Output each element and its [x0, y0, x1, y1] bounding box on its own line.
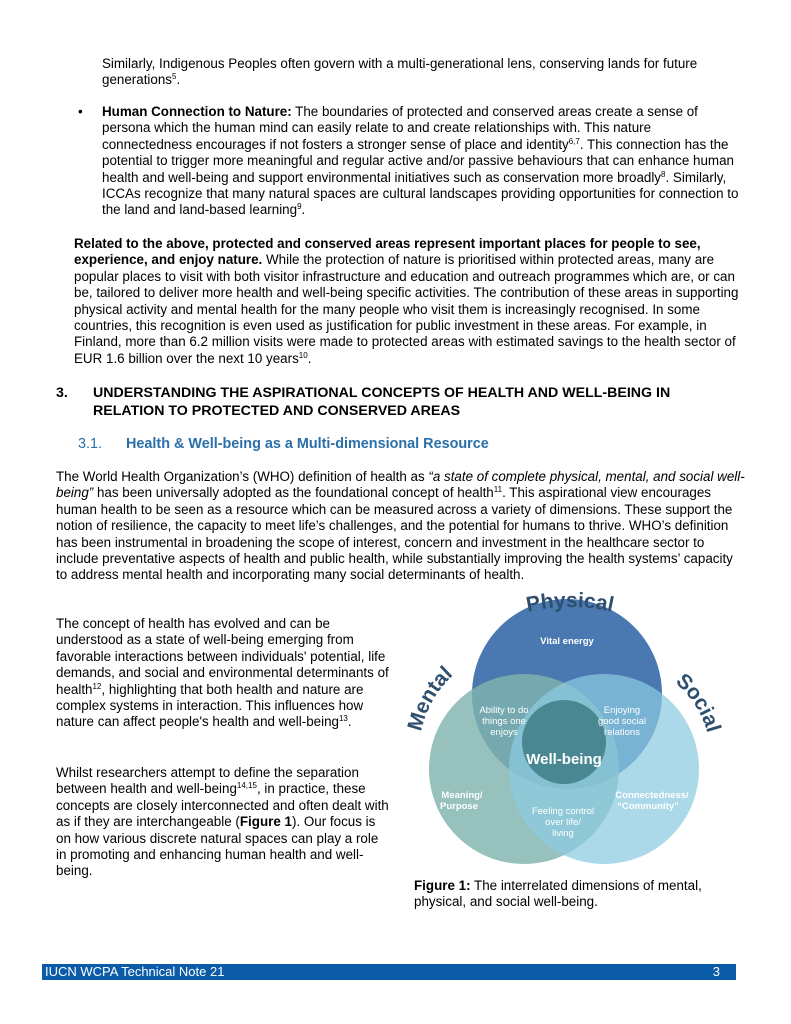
subsection-number: 3.1.: [78, 436, 103, 452]
page-number: 3: [712, 964, 720, 979]
physical-label: Physical: [524, 592, 616, 617]
figure-caption: Figure 1: The interrelated dimensions of mental, physical, and social well-being.: [414, 878, 702, 910]
bullet-human-connection: Human Connection to Nature: The boundaries of protected and conserved areas create a sense of persona which the human mind can easily relate to and create relationships with. This nature connectedness encourages if not fosters a stronger sense of place and identity$^{6,7}$. This connection has the potential to trigger more meaningful and regular active and/or passive behaviours that can enhance human health and well-being and support environmental initiatives such as conservation more broadly$^8$. Similarly, ICCAs recognize that many natural spaces are cultural landscapes providing opportunities for connection to the land and land-based learning$^9$.: [102, 104, 739, 218]
wellbeing-center: [522, 700, 606, 784]
ability-label-1: Ability to do: [479, 705, 529, 716]
ability-label-2: things one: [482, 716, 526, 727]
connectedness-label-1: Connectedness/: [615, 790, 689, 801]
footer-title: IUCN WCPA Technical Note 21: [45, 964, 225, 979]
meaning-label-2: Purpose: [439, 801, 479, 812]
feeling-label-3: living: [552, 828, 574, 839]
bullet-marker: •: [78, 104, 83, 119]
venn-diagram-figure: [404, 592, 744, 874]
mental-label: Mental: [404, 661, 457, 734]
enjoying-label-2: good social: [597, 716, 647, 727]
paragraph-who-definition: The World Health Organization’s (WHO) definition of health as “a state of complete physical, mental, and social well-being” has been universally adopted as the foundational concept of health$^{11}$. This aspirational view encourages human health to be seen as a resource which can be measured across a variety of dimensions. These support the notion of resilience, the capacity to meet life’s challenges, and the potential for humans to thrive. WHO’s definition has been instrumental in broadening the scope of interest, concern and investment in the healthcare sector to include preventative aspects of health and public health, while substantially improving the health systems’ capacity to address mental health and incorporating many social determinants of health.: [56, 469, 745, 583]
enjoying-label-3: relations: [604, 727, 640, 738]
paragraph-health-wellbeing: Whilst researchers attempt to define the separation between health and well-being$^{14,15}$, in practice, these concepts are closely interconnected and often dealt with as if they are interchangeable (Figure 1). Our focus is on how various discrete natural spaces can play a role in promoting and enhancing human health and well-being.: [56, 765, 389, 879]
page-footer: [42, 964, 736, 980]
feeling-label-1: Feeling control: [531, 806, 595, 817]
bullet-title: Human Connection to Nature:: [102, 104, 292, 119]
wellbeing-label: Well-being: [526, 751, 602, 768]
venn-diagram: [404, 592, 744, 874]
ability-label-3: enjoys: [490, 727, 518, 738]
section-number: 3.: [56, 385, 68, 401]
subsection-title: Health & Well-being as a Multi-dimensional Resource: [126, 436, 489, 452]
enjoying-label-1: Enjoying: [603, 705, 641, 716]
paragraph-health-concept: The concept of health has evolved and can be understood as a state of well-being emerging from favorable interactions between individuals' potential, life demands, and social and environmental determinants of health$^{12}$, highlighting that both health and nature are complex systems in interaction. This influences how nature can affect people's health and well-being$^{13}$.: [56, 616, 389, 730]
meaning-label-1: Meaning/: [441, 790, 483, 801]
vital-energy-label: Vital energy: [540, 636, 594, 647]
connectedness-label-2: “Community”: [617, 801, 679, 812]
continuation-paragraph: Similarly, Indigenous Peoples often govern with a multi-generational lens, conserving lands for future generations$^5$.: [102, 56, 698, 88]
feeling-label-2: over life/: [545, 817, 581, 828]
paragraph-protected-areas: Related to the above, protected and conserved areas represent important places for people to see, experience, and enjoy nature. While the protection of nature is prioritised within protected areas, many are popular places to visit with both visitor infrastructure and education and outreach programmes which are, or can be, tailored to deliver more health and well-being specific activities. The contribution of these areas in supporting physical activity and mental health for the many people who visit them is increasingly recognised. In some countries, this recognition is even used as justification for public investment in these areas. For example, in Finland, more than 6.2 million visits were made to protected areas with estimated savings to the health sector of EUR 1.6 billion over the next 10 years$^{10}$.: [74, 236, 739, 366]
section-title: UNDERSTANDING THE ASPIRATIONAL CONCEPTS OF HEALTH AND WELL-BEING IN RELATION TO PROTECTED AND CONSERVED AREAS: [93, 385, 671, 419]
social-label: Social: [671, 669, 725, 735]
